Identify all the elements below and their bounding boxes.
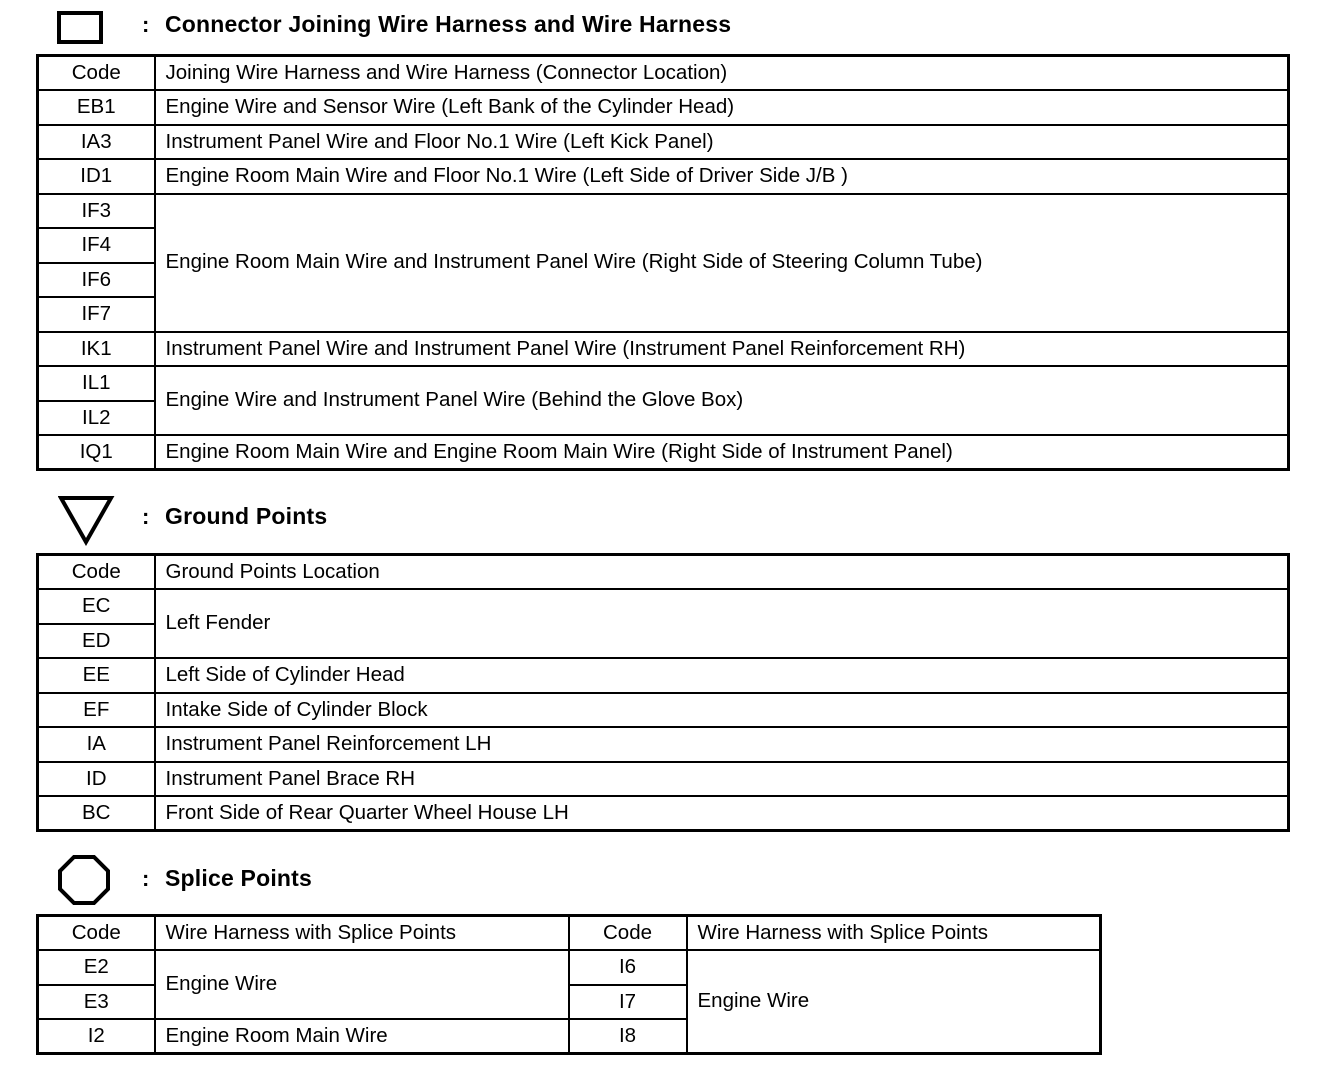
row-desc: Intake Side of Cylinder Block xyxy=(155,693,1289,728)
row-desc: Engine Wire xyxy=(687,950,1101,1054)
row-code: IF7 xyxy=(38,297,155,332)
row-code: IF4 xyxy=(38,228,155,263)
table-row xyxy=(38,90,1289,125)
header-code-right: Code xyxy=(569,916,687,951)
row-code: E3 xyxy=(38,985,155,1020)
row-code: I7 xyxy=(569,985,687,1020)
splice-section-header xyxy=(0,852,1328,902)
row-desc: Engine Wire xyxy=(155,950,569,1019)
square-outline-icon xyxy=(56,10,106,46)
table-row xyxy=(38,589,1289,624)
table-row xyxy=(38,159,1289,194)
table-row xyxy=(38,950,1101,985)
row-code: ED xyxy=(38,624,155,659)
table-row xyxy=(38,435,1289,470)
row-desc: Engine Room Main Wire and Floor No.1 Wire (Left Side of Driver Side J/B ) xyxy=(155,159,1289,194)
table-row xyxy=(38,332,1289,367)
row-code: IF3 xyxy=(38,194,155,229)
row-desc: Engine Room Main Wire and Instrument Panel Wire (Right Side of Steering Column Tube) xyxy=(155,194,1289,332)
row-code: EE xyxy=(38,658,155,693)
connector-table xyxy=(36,54,1290,471)
row-code: ID xyxy=(38,762,155,797)
row-desc: Instrument Panel Wire and Floor No.1 Wire (Left Kick Panel) xyxy=(155,125,1289,160)
row-desc: Left Fender xyxy=(155,589,1289,658)
section-title: Ground Points xyxy=(165,503,328,529)
ground-table xyxy=(36,553,1290,832)
octagon-outline-icon xyxy=(56,853,112,907)
splice-table xyxy=(36,914,1102,1055)
header-code-left: Code xyxy=(38,916,155,951)
table-header-row xyxy=(38,916,1101,951)
table-row xyxy=(38,125,1289,160)
table-row xyxy=(38,762,1289,797)
ground-section-header xyxy=(0,492,1328,542)
header-code: Code xyxy=(38,56,155,91)
header-code: Code xyxy=(38,555,155,590)
row-code: I2 xyxy=(38,1019,155,1054)
row-desc: Engine Wire and Instrument Panel Wire (Behind the Glove Box) xyxy=(155,366,1289,435)
row-code: I8 xyxy=(569,1019,687,1054)
row-desc: Left Side of Cylinder Head xyxy=(155,658,1289,693)
row-code: ID1 xyxy=(38,159,155,194)
row-desc: Engine Wire and Sensor Wire (Left Bank of the Cylinder Head) xyxy=(155,90,1289,125)
header-desc-left: Wire Harness with Splice Points xyxy=(155,916,569,951)
table-row xyxy=(38,658,1289,693)
table-row xyxy=(38,796,1289,831)
row-code: BC xyxy=(38,796,155,831)
row-code: EF xyxy=(38,693,155,728)
row-code: EB1 xyxy=(38,90,155,125)
table-header-row xyxy=(38,555,1289,590)
section-colon: : xyxy=(142,12,150,37)
row-code: I6 xyxy=(569,950,687,985)
row-desc: Instrument Panel Brace RH xyxy=(155,762,1289,797)
row-desc: Instrument Panel Reinforcement LH xyxy=(155,727,1289,762)
table-row xyxy=(38,366,1289,401)
row-desc: Front Side of Rear Quarter Wheel House LH xyxy=(155,796,1289,831)
table-row xyxy=(38,693,1289,728)
row-desc: Engine Room Main Wire xyxy=(155,1019,569,1054)
connector-section-header xyxy=(0,0,1328,50)
row-code: IF6 xyxy=(38,263,155,298)
section-title: Connector Joining Wire Harness and Wire Harness xyxy=(165,11,732,37)
row-code: IA xyxy=(38,727,155,762)
table-row xyxy=(38,194,1289,229)
down-triangle-outline-icon xyxy=(58,494,116,546)
section-title: Splice Points xyxy=(165,865,313,891)
row-code: EC xyxy=(38,589,155,624)
header-desc: Ground Points Location xyxy=(155,555,1289,590)
row-code: IQ1 xyxy=(38,435,155,470)
header-desc-right: Wire Harness with Splice Points xyxy=(687,916,1101,951)
row-desc: Engine Room Main Wire and Engine Room Main Wire (Right Side of Instrument Panel) xyxy=(155,435,1289,470)
table-row xyxy=(38,727,1289,762)
table-header-row xyxy=(38,56,1289,91)
row-code: IK1 xyxy=(38,332,155,367)
section-colon: : xyxy=(142,504,150,529)
section-colon: : xyxy=(142,866,150,891)
row-code: IA3 xyxy=(38,125,155,160)
row-code: IL1 xyxy=(38,366,155,401)
row-code: IL2 xyxy=(38,401,155,436)
header-desc: Joining Wire Harness and Wire Harness (Connector Location) xyxy=(155,56,1289,91)
row-desc: Instrument Panel Wire and Instrument Panel Wire (Instrument Panel Reinforcement RH) xyxy=(155,332,1289,367)
row-code: E2 xyxy=(38,950,155,985)
